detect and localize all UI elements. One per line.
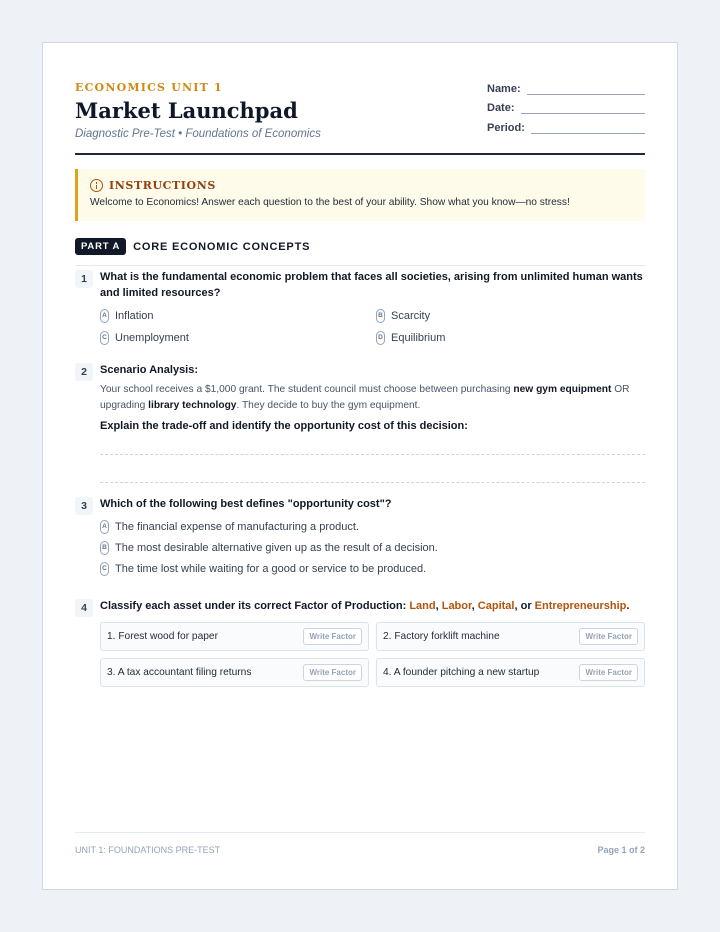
question-1 [75,270,645,345]
asset-label: 4. A founder pitching a new startup [383,666,540,678]
period-label: Period: [487,121,525,134]
date-field[interactable] [487,95,645,115]
option-letter: D [376,331,385,345]
option-label: The financial expense of manufacturing a product. [115,520,359,533]
option-letter: B [376,309,385,323]
page-footer [75,832,645,855]
write-factor-button[interactable]: Write Factor [303,664,362,681]
period-field[interactable] [487,114,645,134]
name-field[interactable] [487,75,645,95]
question-number: 4 [75,599,93,617]
date-line[interactable] [521,102,645,114]
question-text: Which of the following best defines "opportunity cost"? [100,498,392,510]
page-number: Page 1 of 2 [597,845,645,855]
asset-item [376,622,645,651]
scenario-text: Your school receives a $1,000 grant. The student council must choose between purchasing new gym equipment OR upgrading library technology. They decide to buy the gym equipment. [100,383,630,411]
instructions-box [75,169,645,221]
answer-options [100,520,645,576]
option-a[interactable] [100,520,645,534]
option-label: Equilibrium [391,332,446,344]
asset-item [376,658,645,687]
question-number: 2 [75,363,93,381]
question-3 [75,497,645,576]
instructions-text: Welcome to Economics! Answer each question to the best of your ability. Show what you know—no stress! [90,197,570,208]
option-c[interactable] [100,331,376,345]
question-4 [75,599,645,687]
answer-line-1[interactable] [100,454,645,455]
option-c[interactable] [100,562,645,576]
scenario-title: Scenario Analysis: [100,364,199,376]
option-label: Scarcity [391,310,431,322]
asset-label: 2. Factory forklift machine [383,630,500,642]
worksheet-page [42,42,678,890]
asset-label: 1. Forest wood for paper [107,630,218,642]
write-factor-button[interactable]: Write Factor [579,628,638,645]
factor-grid [100,622,645,687]
period-line[interactable] [531,122,645,134]
option-a[interactable] [100,309,376,323]
instructions-heading: INSTRUCTIONS [109,179,216,192]
name-label: Name: [487,82,521,95]
option-b[interactable] [100,541,645,555]
option-letter: A [100,520,109,534]
option-label: Inflation [115,310,154,322]
answer-options [100,309,645,345]
question-text: What is the fundamental economic problem that faces all societies, arising from unlimited human wants and limited resources? [100,271,643,299]
part-badge: PART A [75,238,126,255]
date-label: Date: [487,102,515,114]
option-label: The most desirable alternative given up as the result of a decision. [115,541,438,554]
page-title: Market Launchpad [75,98,298,123]
section-header [75,236,645,266]
info-icon [90,179,103,192]
part-title: CORE ECONOMIC CONCEPTS [133,240,311,253]
answer-line-2[interactable] [100,482,645,483]
question-number: 1 [75,270,93,288]
option-d[interactable] [376,331,645,345]
option-b[interactable] [376,309,645,323]
student-info-fields [487,75,645,134]
write-factor-button[interactable]: Write Factor [579,664,638,681]
header-divider [75,153,645,155]
option-label: Unemployment [115,332,189,344]
footer-label: UNIT 1: FOUNDATIONS PRE-TEST [75,845,221,855]
question-number: 3 [75,497,93,515]
option-label: The time lost while waiting for a good or service to be produced. [115,562,427,575]
scenario-prompt: Explain the trade-off and identify the opportunity cost of this decision: [100,419,468,432]
write-factor-button[interactable]: Write Factor [303,628,362,645]
option-letter: C [100,331,109,345]
question-2 [75,363,645,483]
asset-item [100,658,369,687]
option-letter: C [100,562,109,576]
page-subtitle: Diagnostic Pre-Test • Foundations of Economics [75,128,321,140]
question-text: Classify each asset under its correct Factor of Production: Land, Labor, Capital, or Entrepreneurship. [100,600,630,612]
asset-label: 3. A tax accountant filing returns [107,666,252,678]
option-letter: B [100,541,109,555]
unit-label: ECONOMICS UNIT 1 [75,81,223,94]
option-letter: A [100,309,109,323]
asset-item [100,622,369,651]
name-line[interactable] [527,83,645,95]
